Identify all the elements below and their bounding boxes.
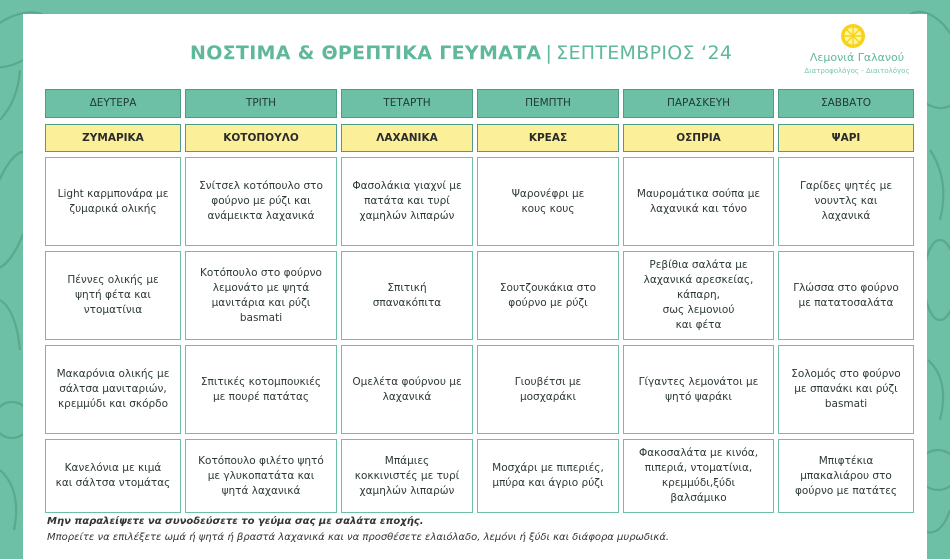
meal-cell: Σολομός στο φούρνο με σπανάκι και ρύζι basmati [778, 345, 914, 434]
day-header: ΤΕΤΑΡΤΗ [341, 89, 473, 118]
logo [798, 22, 916, 80]
meal-cell: Φασολάκια γιαχνί με πατάτα και τυρί χαμηλών λιπαρών [341, 157, 473, 246]
logo-subtitle: Διατροφολόγος - Διαιτολόγος [804, 67, 910, 75]
meal-cell: Ρεβίθια σαλάτα με λαχανικά αρεσκείας, κάπαρη, σως λεμονιού και φέτα [623, 251, 774, 340]
meal-cell: Μπιφτέκια μπακαλιάρου στο φούρνο με πατάτες [778, 439, 914, 513]
meal-cell: Ψαρονέφρι με κους κους [477, 157, 619, 246]
lemon-icon [838, 22, 868, 50]
title-main: ΝΟΣΤΙΜΑ & ΘΡΕΠΤΙΚΑ ΓΕΥΜΑΤΑ [190, 42, 542, 64]
day-header: ΠΑΡΑΣΚΕΥΗ [623, 89, 774, 118]
category-label: ΛΑΧΑΝΙΚΑ [341, 124, 473, 152]
category-label: ΚΡΕΑΣ [477, 124, 619, 152]
day-header: ΔΕΥΤΕΡΑ [45, 89, 181, 118]
category-label: ΟΣΠΡΙΑ [623, 124, 774, 152]
meal-cell: Μοσχάρι με πιπεριές, μπύρα και άγριο ρύζι [477, 439, 619, 513]
meal-cell: Γαρίδες ψητές με νουντλς και λαχανικά [778, 157, 914, 246]
meal-cell: Κανελόνια με κιμά και σάλτσα ντομάτας [45, 439, 181, 513]
meal-cell: Κοτόπουλο φιλέτο ψητό με γλυκοπατάτα και ψητά λαχανικά [185, 439, 337, 513]
meal-cell: Κοτόπουλο στο φούρνο λεμονάτο με ψητά μανιτάρια και ρύζι basmati [185, 251, 337, 340]
title-separator: | [545, 42, 553, 64]
meal-cell: Ομελέτα φούρνου με λαχανικά [341, 345, 473, 434]
meal-cell: Γλώσσα στο φούρνο με πατατοσαλάτα [778, 251, 914, 340]
title-month: ΣΕΠΤΕΜΒΡΙΟΣ ‘24 [556, 42, 733, 64]
meal-cell: Σνίτσελ κοτόπουλο στο φούρνο με ρύζι και ανάμεικτα λαχανικά [185, 157, 337, 246]
meal-cell: Μπάμιες κοκκινιστές με τυρί χαμηλών λιπαρών [341, 439, 473, 513]
day-header: ΤΡΙΤΗ [185, 89, 337, 118]
meal-cell: Φακοσαλάτα με κινόα, πιπεριά, ντοματίνια, κρεμμύδι,ξύδι βαλσάμικο [623, 439, 774, 513]
meal-cell: Σπιτική σπανακόπιτα [341, 251, 473, 340]
meal-cell: Σουτζουκάκια στο φούρνο με ρύζι [477, 251, 619, 340]
logo-name: Λεμονιά Γαλανού [809, 51, 905, 64]
meal-cell: Γιουβέτσι με μοσχαράκι [477, 345, 619, 434]
meal-cell: Γίγαντες λεμονάτοι με ψητό ψαράκι [623, 345, 774, 434]
day-header: ΠΕΜΠΤΗ [477, 89, 619, 118]
note-salad: Μην παραλείψετε να συνοδεύσετε το γεύμα σας με σαλάτα εποχής. [47, 516, 424, 527]
meal-cell: Μακαρόνια ολικής με σάλτσα μανιταριών, κρεμμύδι και σκόρδο [45, 345, 181, 434]
meal-cell: Light καρμπονάρα με ζυμαρικά ολικής [45, 157, 181, 246]
meal-cell: Σπιτικές κοτομπουκιές με πουρέ πατάτας [185, 345, 337, 434]
category-label: ΖΥΜΑΡΙΚΑ [45, 124, 181, 152]
category-label: ΨΑΡΙ [778, 124, 914, 152]
category-label: ΚΟΤΟΠΟΥΛΟ [185, 124, 337, 152]
meal-cell: Πέννες ολικής με ψητή φέτα και ντοματίνια [45, 251, 181, 340]
note-vegetables: Μπορείτε να επιλέξετε ωμά ή ψητά ή βραστά λαχανικά και να προσθέσετε ελαιόλαδο, λεμόνι ή ξύδι και διάφορα μυρωδικά. [47, 532, 670, 543]
meal-cell: Μαυρομάτικα σούπα με λαχανικά και τόνο [623, 157, 774, 246]
page-title [190, 42, 770, 72]
day-header: ΣΑΒΒΑΤΟ [778, 89, 914, 118]
